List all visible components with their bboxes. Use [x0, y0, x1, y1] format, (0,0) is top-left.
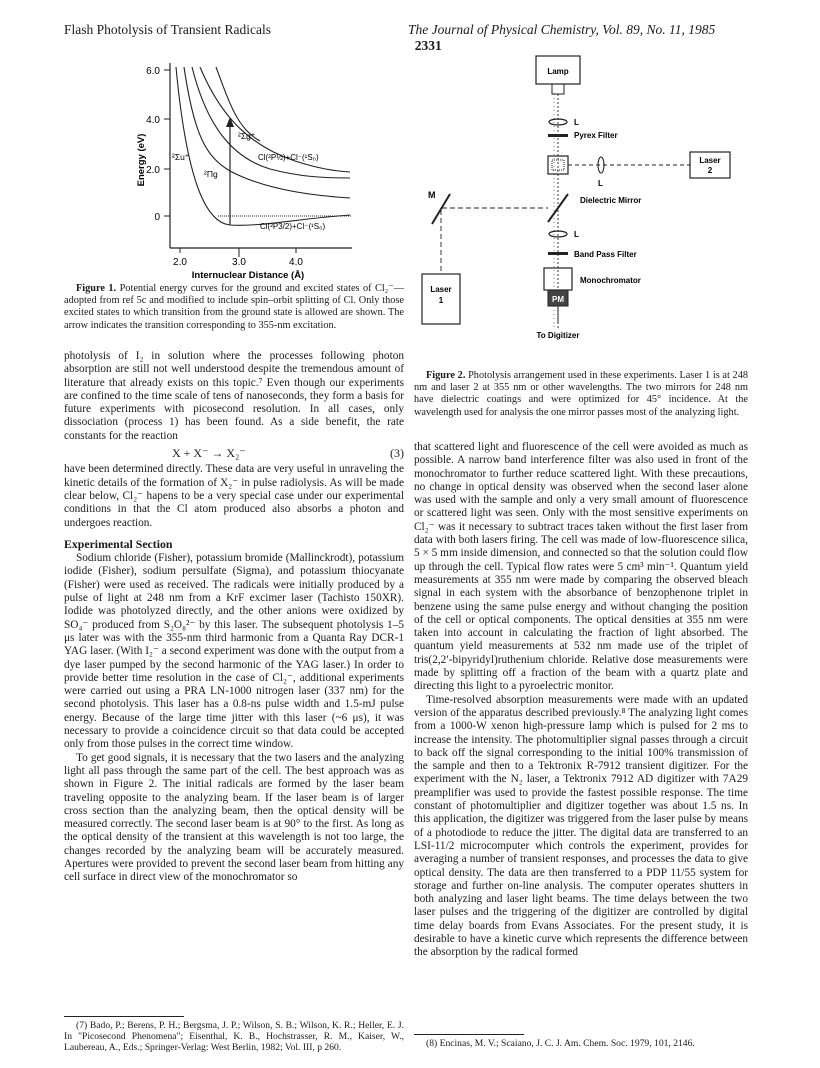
right-column	[414, 441, 748, 960]
footnote-8: (8) Encinas, M. V.; Scaiano, J. C. J. Am. Chem. Soc. 1979, 101, 2146.	[426, 1038, 695, 1049]
pyrex-filter-label: Pyrex Filter	[574, 131, 618, 140]
equation-number: (3)	[390, 446, 404, 461]
footnote-7: (7) Bado, P.; Berens, P. H.; Bergsma, J. P.; Wilson, S. B.; Wilson, K. R.; Heller, E. J. In "Picosecond Phenomena"; Eisenthal, K. B., Hochstrasser, R. M., Kaiser, W., Laubereau, A., Eds.; Springer-Verlag: West Berlin, 1982; Vol. III, p 260.	[64, 1020, 404, 1053]
laser-1-number: 1	[438, 296, 444, 305]
to-digitizer-label: To Digitizer	[536, 331, 580, 340]
y-tick: 2.0	[146, 165, 160, 176]
left-column	[64, 350, 404, 885]
paragraph: Time-resolved absorption measurements were made with an updated version of the apparatus described previously.⁸ The analyzing light comes from a 1000-W xenon high-pressure lamp which is pulsed for 2 ms to increase the intensity. The photomultiplier signal passes through a circuit to back off the signal corresponding to the initial 100% transmission of the sample and then to a Tektronix R-7912 transient digitizer. For the experiment with the N₂ laser, a Tektronix 7912 AD digitizer with 7A29 preamplifier was used to provide the fastest possible response. The time constant of photomultiplier and digitizer together was about 1.5 ns. In this application, the digitizer was triggered from the laser pulse by means of a photodiode to reduce the jitter. The digital data are transferred to an LSI-11/2 microcomputer which controls the experiment, provides for averaging a number of transient responses, and processes the data to give optical density. The data are then transferred to a PDP 11/55 system for storage and further on-line analysis. The computer operates shutters in both analyzing and laser light beams. The time delays between the two laser pulses and the triggering of the digitizer are controlled by digital time delay boards from Evans Associates. For the present study, it is desirable to have a kinetic curve which represents the difference between the absorption by the radical formed	[414, 693, 748, 959]
laser-2-number: 2	[707, 166, 713, 175]
monochromator-label: Monochromator	[580, 276, 641, 285]
lens-3-label: L	[574, 230, 579, 239]
paragraph: that scattered light and fluorescence of the cell were avoided as much as possible. A narrow band interference filter was also used in front of the monochromator to further reduce scattered light. With these precautions, no change in optical density was observed when the second laser alone was used with the sample and only a very small amount of fluorescence or scattered light was seen. Only with the most sensitive experiments on Cl₂⁻ was it necessary to subtract traces taken without the first laser from data with both lasers firing. The cell was made of low-fluorescence silica, 5 × 5 mm inside dimension, and connected so that the solution could flow up through the cell. Typical flow rates were 5 cm³ min⁻¹. Quantum yield measurements at 355 nm were made by comparing the observed bleach signal in each system with the absorbance of benzophenone triplet in benzene using the same pulse energy and without changing the position of the cell or optical components. The optical densities at 355 nm were taken into account in calculating the fraction of light absorbed. The quantum yield measurements at 532 nm made use of the triplet of tris(2,2′-bipyridyl)ruthenium chloride. Relative dose measurements were made by splitting off a fraction of the beam with a quartz plate and directing this light to a pyroelectric monitor.	[414, 441, 748, 693]
x-tick: 3.0	[232, 257, 246, 268]
figure-1-plot	[120, 45, 420, 280]
y-tick: 0	[154, 212, 160, 223]
state-label-sigma-u: ²Σu⁺	[172, 152, 190, 162]
x-axis-label: Internuclear Distance (Å)	[191, 270, 305, 280]
y-tick: 6.0	[146, 66, 160, 77]
asymptote-label-lower: Cl(²P3/2)+Cl⁻(¹S₀)	[260, 222, 326, 231]
x-tick: 2.0	[173, 257, 187, 268]
band-pass-filter	[548, 252, 568, 255]
running-head: Flash Photolysis of Transient Radicals	[64, 22, 272, 37]
dielectric-mirror-label: Dielectric Mirror	[580, 196, 642, 205]
figure-2-caption: Figure 2. Photolysis arrangement used in these experiments. Laser 1 is at 248 nm and laser 2 at 355 nm or other wavelengths. The two mirrors for 248 nm have dielectric coatings and were optimized for 45° incidence. At the wavelength used for analysis the one mirror passes most of the analyzing light.	[414, 370, 748, 418]
paragraph: have been determined directly. These data are very useful in unraveling the kinetic details of the formation of X₂⁻ in pulse radiolysis. As will be made clear below, Cl₂⁻ hapens to be a very special case under our experimental conditions in that the Cl atom produced also absorbs a photon and undergoes reaction.	[64, 463, 404, 529]
state-label-pi-g: ²Πg	[204, 169, 218, 179]
lamp-label: Lamp	[547, 67, 569, 76]
lens-1-label: L	[574, 118, 579, 127]
laser-2-label: Laser	[699, 156, 721, 165]
state-label-sigma-g: ²Σg⁺	[238, 131, 256, 141]
lens-2-label: L	[598, 179, 603, 188]
paragraph: To get good signals, it is necessary that the two lasers and the analyzing light all pass through the same part of the cell. The best approach was as shown in Figure 2. The initial radicals are formed by the laser beam traveling opposite to the analyzing beam. If the laser beam is of larger cross section than the analyzing beam, then the optical density will be measured correctly. The second laser beam is at 90° to the first. As long as the optical density of the transient at this wavelength is not too large, the changes recorded by the analyzing beam will be accurately measured. Apertures were provided to prevent the second laser beam from hitting any cell surface in direct view of the monochromator so	[64, 751, 404, 884]
page-number: 2331	[414, 38, 442, 53]
journal-name: The Journal of Physical Chemistry, Vol. 89, No. 11, 1985	[408, 22, 716, 37]
mirror-m-label: M	[428, 190, 436, 200]
equation-3: X + X⁻ → X₂⁻ (3)	[172, 446, 404, 461]
laser-1-label: Laser	[430, 285, 452, 294]
asymptote-label-upper: Cl(²P½)+Cl⁻(¹S₀)	[258, 153, 319, 162]
y-tick: 4.0	[146, 115, 160, 126]
pyrex-filter	[548, 134, 568, 137]
paragraph: photolysis of I₂ in solution where the processes following photon absorption are still not well understood despite the tremendous amount of literature that already exists on this topic.⁷ Even though our experiments are confined to the time scale of tens of nanoseconds, they form a basis for future experiments with picosecond resolution. In all cases, only dissociation (process 1) has been found. As a side benefit, the rate constants for the reaction	[64, 350, 404, 442]
figure-2-diagram	[418, 48, 748, 368]
section-heading: Experimental Section	[64, 536, 173, 551]
figure-1-caption: Figure 1. Potential energy curves for the ground and excited states of Cl₂⁻—adopted from ref 5c and modified to include spin–orbit splitting of Cl. Only those excited states to which transition from the ground state is allowed are shown. The arrow indicates the transition corresponding to 355-nm excitation.	[64, 283, 405, 331]
x-tick: 4.0	[289, 257, 303, 268]
band-pass-filter-label: Band Pass Filter	[574, 250, 637, 259]
y-axis-label: Energy (eV)	[136, 133, 147, 187]
photomultiplier-label: PM	[552, 295, 564, 304]
paragraph: Sodium chloride (Fisher), potassium bromide (Mallinckrodt), potassium iodide (Fisher), sodium persulfate (Sigma), and potassium thiocyanate (Fisher) were used as received. The radicals were initially produced by a pulse of light at 248 nm from a KrF excimer laser (Tachisto 150XR). Iodide was photolyzed directly, and the other anions were oxidized by SO₄⁻ produced from S₂O₈²⁻ by this laser. The subsequent photolysis 1–5 μs later was with the 355-nm third harmonic from a Quanta Ray DCR-1 YAG laser. (With I₂⁻ a second experiment was done with the output from a dye laser pumped by the second harmonic of the YAG laser.) In order to provide better time resolution in the case of Cl₂⁻, additional experiments were carried out using a PRA LN-1000 nitrogen laser (337 nm) for the second photolysis. This laser has a 0.8-ns pulse width and 1.5-mJ pulse energy. Because of the large time jitter with this laser (~6 μs), it was necessary to provide a coincidence circuit so that data could be accepted only from those pulses in the correct time window.	[64, 552, 404, 751]
repulsive-upper-curve	[216, 67, 260, 141]
